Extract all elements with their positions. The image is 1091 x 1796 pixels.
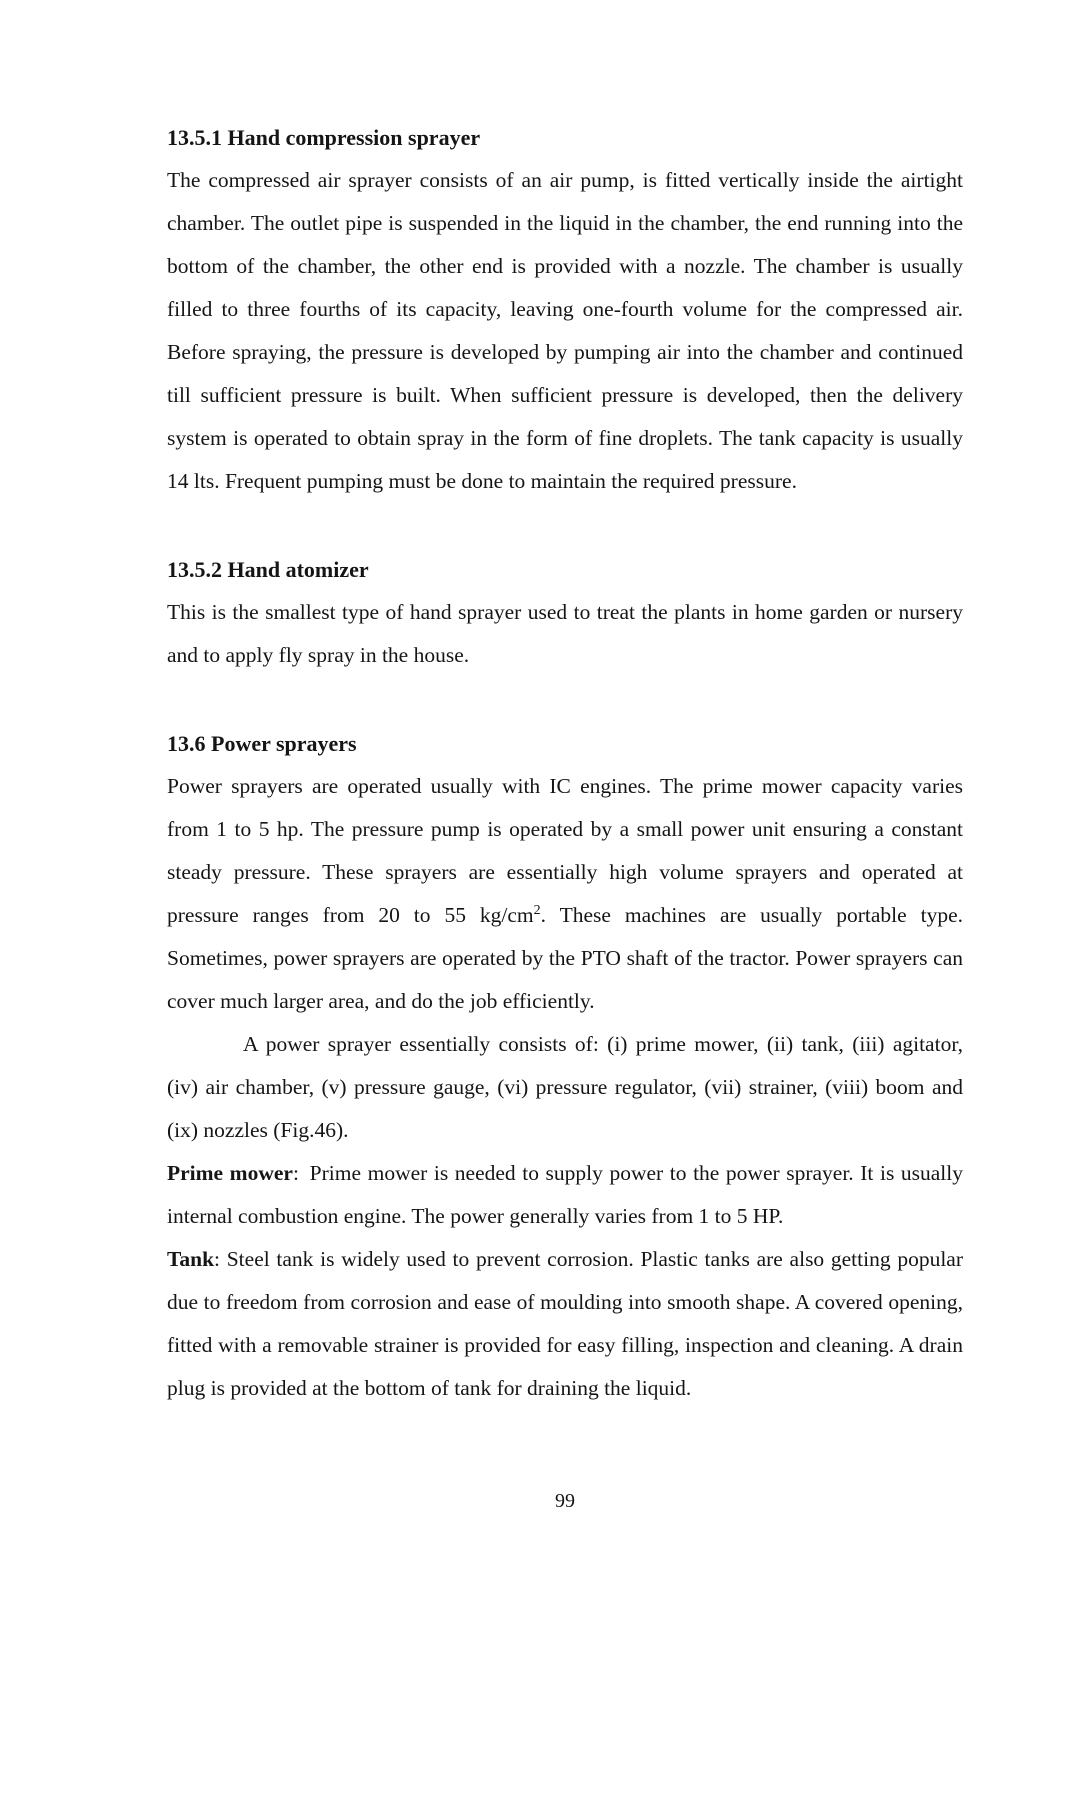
paragraph: The compressed air sprayer consists of an air pump, is fitted vertically inside the airtight chamber. The outlet pipe is suspended in the liquid in the chamber, the end running into the bottom of the chamber, the other end is provided with a nozzle. The chamber is usually filled to three fourths of its capacity, leaving one-fourth volume for the compressed air. Before spraying, the pressure is developed by pumping air into the chamber and continued till sufficient pressure is built. When sufficient pressure is developed, then the delivery system is operated to obtain spray in the form of fine droplets. The tank capacity is usually 14 lts. Frequent pumping must be done to maintain the required pressure.	[167, 168, 963, 493]
paragraph-text: Power sprayers are operated usually with IC engines. The prime mower capacity varies from 1 to 5 hp. The pressure pump is operated by a small power unit ensuring a constant steady pressure. These sprayers are essentially high volume sprayers and operated at pressure ranges from 20 to 55 kg/cm	[167, 774, 963, 927]
paragraph	[167, 765, 963, 1023]
section-hand-compression-sprayer	[167, 116, 963, 503]
section-power-sprayers	[167, 722, 963, 1410]
superscript-2: 2	[533, 902, 541, 918]
paragraph-text: . These machines are usually portable type. Sometimes, power sprayers are operated by the PTO shaft of the tractor. Power sprayers can cover much larger area, and do the job efficiently.	[167, 903, 963, 1013]
section-heading: 13.5.1 Hand compression sprayer	[167, 125, 481, 150]
paragraph-text: : Prime mower is needed to supply power to the power sprayer. It is usually internal combustion engine. The power generally varies from 1 to 5 HP.	[167, 1161, 963, 1228]
page-number: 99	[555, 1490, 575, 1512]
paragraph	[167, 1152, 963, 1238]
term-prime-mower: Prime mower	[167, 1161, 293, 1185]
paragraph-text: : Steel tank is widely used to prevent corrosion. Plastic tanks are also getting popular due to freedom from corrosion and ease of moulding into smooth shape. A covered opening, fitted with a removable strainer is provided for easy filling, inspection and cleaning. A drain plug is provided at the bottom of tank for draining the liquid.	[167, 1247, 963, 1400]
section-hand-atomizer	[167, 548, 963, 677]
section-heading: 13.5.2 Hand atomizer	[167, 557, 369, 582]
paragraph: This is the smallest type of hand sprayer used to treat the plants in home garden or nursery and to apply fly spray in the house.	[167, 600, 963, 667]
paragraph	[167, 1238, 963, 1410]
paragraph: A power sprayer essentially consists of: (i) prime mower, (ii) tank, (iii) agitator, (iv) air chamber, (v) pressure gauge, (vi) pressure regulator, (vii) strainer, (viii) boom and (ix) nozzles (Fig.46).	[167, 1032, 963, 1142]
section-heading: 13.6 Power sprayers	[167, 731, 357, 756]
term-tank: Tank	[167, 1247, 215, 1271]
